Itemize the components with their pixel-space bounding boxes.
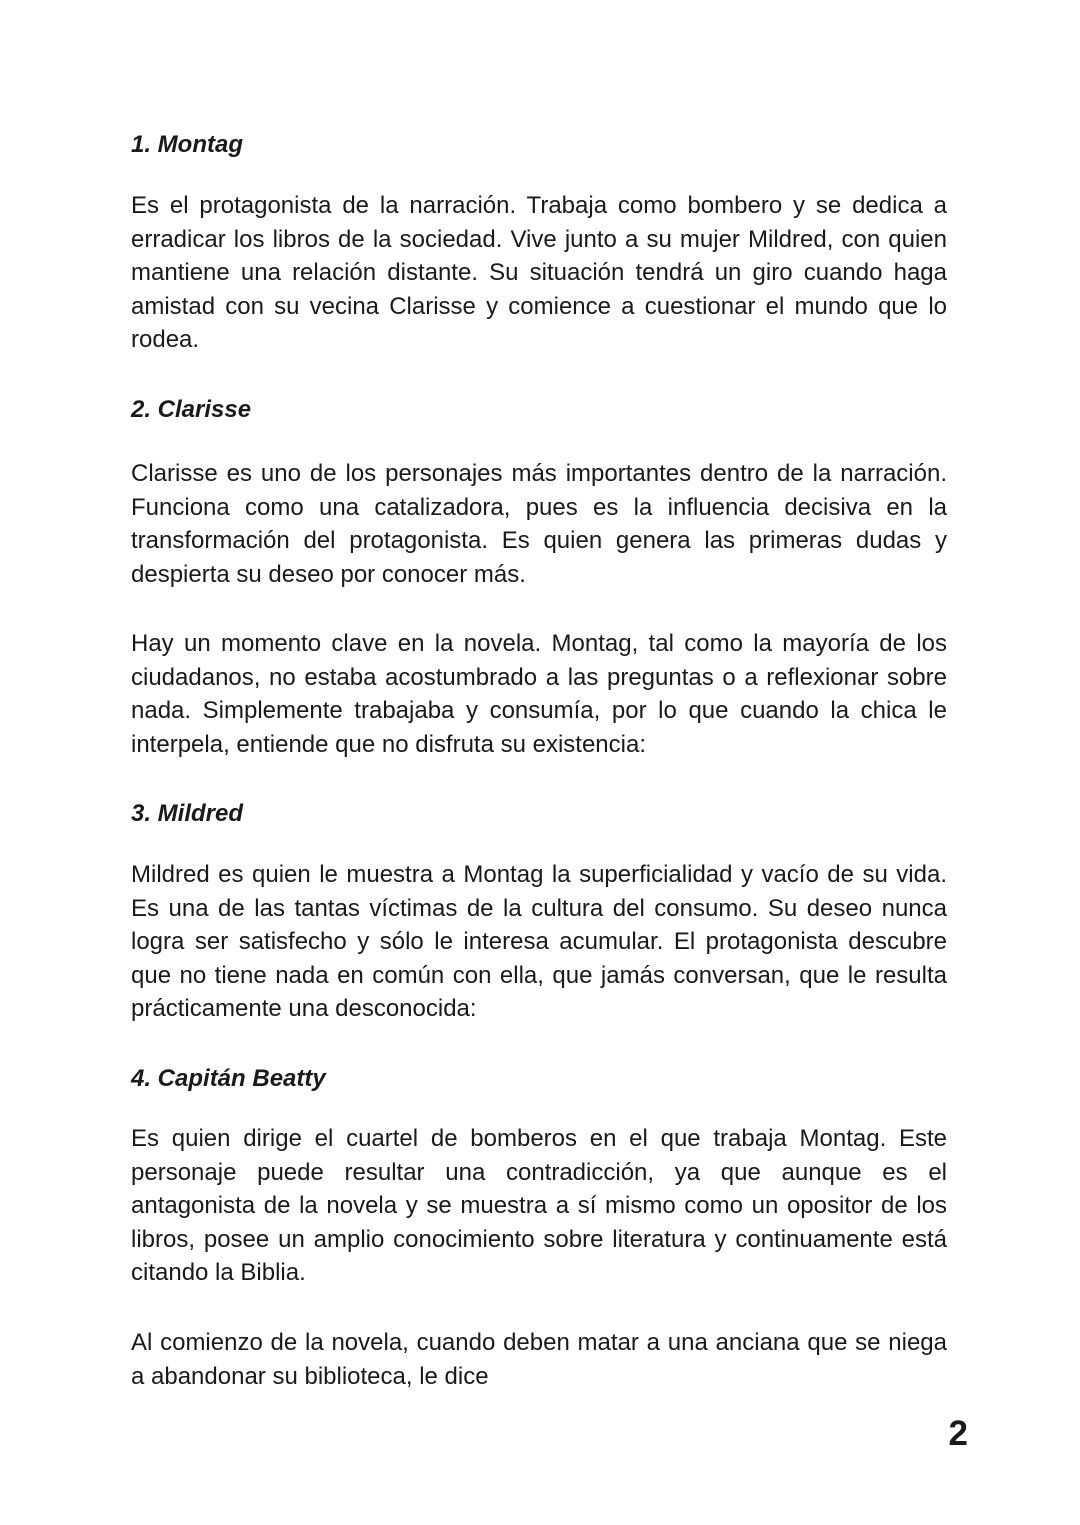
paragraph-clarisse-1: Clarisse es uno de los personajes más importantes dentro de la narración. Funciona como una catalizadora, pues es la influencia decisiva en la transformación del protagonista. Es quien genera las primeras dudas y despierta su deseo por conocer más. bbox=[131, 460, 947, 588]
heading-beatty: 4. Capitán Beatty bbox=[131, 1065, 326, 1092]
paragraph-mildred: Mildred es quien le muestra a Montag la superficialidad y vacío de su vida. Es una de las tantas víctimas de la cultura del consumo. Su deseo nunca logra ser satisfecho y sólo le interesa acumular. El protagonista descubre que no tiene nada en común con ella, que jamás conversan, que le resulta prácticamente una desconocida: bbox=[131, 861, 947, 1023]
paragraph-clarisse-2: Hay un momento clave en la novela. Montag, tal como la mayoría de los ciudadanos, no estaba acostumbrado a las preguntas o a reflexionar sobre nada. Simplemente trabajaba y consumía, por lo que cuando la chica le interpela, entiende que no disfruta su existencia: bbox=[131, 630, 947, 758]
paragraph-montag: Es el protagonista de la narración. Trabaja como bombero y se dedica a erradicar los libros de la sociedad. Vive junto a su mujer Mildred, con quien mantiene una relación distante. Su situación tendrá un giro cuando haga amistad con su vecina Clarisse y comience a cuestionar el mundo que lo rodea. bbox=[131, 192, 947, 354]
paragraph-beatty-2: Al comienzo de la novela, cuando deben matar a una anciana que se niega a abandonar su biblioteca, le dice bbox=[131, 1329, 947, 1390]
heading-montag: 1. Montag bbox=[131, 131, 243, 158]
heading-mildred: 3. Mildred bbox=[131, 800, 244, 827]
heading-clarisse: 2. Clarisse bbox=[131, 396, 252, 423]
page-number: 2 bbox=[948, 1414, 968, 1453]
paragraph-beatty-1: Es quien dirige el cuartel de bomberos en el que trabaja Montag. Este personaje puede resultar una contradicción, ya que aunque es el antagonista de la novela y se muestra a sí mismo como un opositor de los libros, posee un amplio conocimiento sobre literatura y continuamente está citando la Biblia. bbox=[131, 1125, 947, 1287]
